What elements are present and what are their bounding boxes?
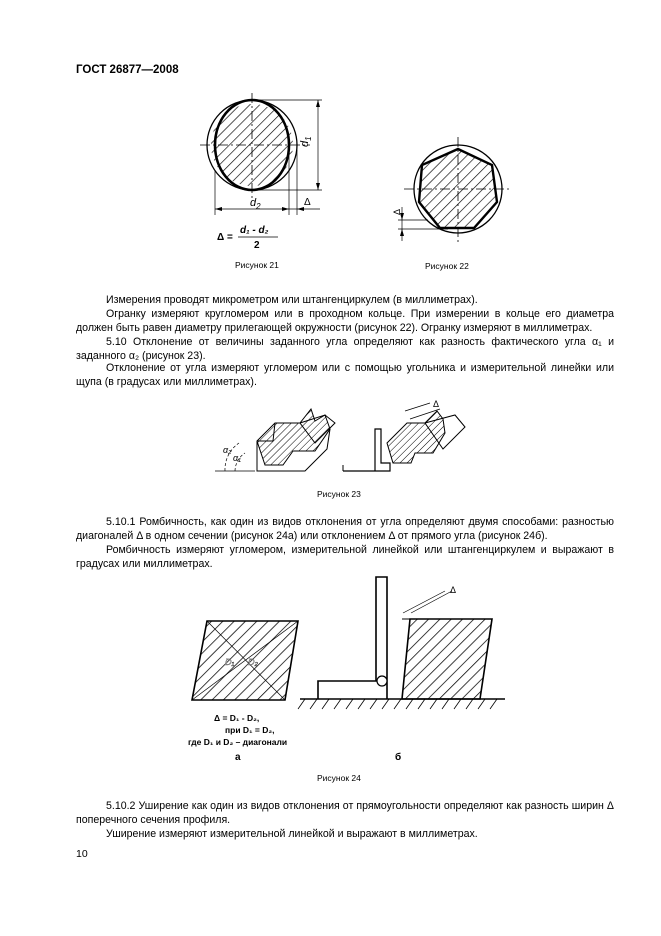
fig24-formula-line3: где D₁ и D₂ – диагонали xyxy=(188,737,288,747)
fig24-formula-line1: Δ = D₁ - D₂, xyxy=(214,713,260,723)
figure-24-caption: Рисунок 24 xyxy=(317,773,361,783)
figure-22 xyxy=(388,135,518,250)
page-number: 10 xyxy=(76,848,88,860)
fig24-sub-a: а xyxy=(235,752,241,763)
paragraph-2: Огранку измеряют кругломером или в проходном кольце. При измерении в кольце его диаметра должен быть равен диаметру прилегающей окружности (рисунок 22). Огранку измеряют в миллиметрах. xyxy=(76,308,614,334)
fig23-a1-label: α₁ xyxy=(233,453,241,463)
fig24-sub-b: б xyxy=(395,752,402,763)
fig21-d1-label: $d_1$ xyxy=(299,136,313,147)
fig21-formula-den: 2 xyxy=(254,240,260,251)
fig21-formula-lhs: Δ = xyxy=(217,232,233,243)
fig24-formula-line2: при D₁ = D₂, xyxy=(225,725,275,735)
figure-22-caption: Рисунок 22 xyxy=(425,261,469,271)
fig21-d2-label: $d_2$ xyxy=(250,197,261,211)
paragraph-7: 5.10.2 Уширение как один из видов отклонения от прямоугольности определяют как разность ширин Δ поперечного сечения профиля. xyxy=(76,800,614,826)
fig24-D2-label: D₂ xyxy=(248,657,258,667)
figure-21-caption: Рисунок 21 xyxy=(235,260,279,270)
fig24-D1-label: D₁ xyxy=(225,657,235,667)
paragraph-1: Измерения проводят микрометром или штангенциркулем (в миллиметрах). xyxy=(106,294,478,306)
figure-23 xyxy=(215,393,475,478)
fig24-delta-label: Δ xyxy=(450,585,457,595)
paragraph-5: 5.10.1 Ромбичность, как один из видов отклонения от угла определяют двумя способами: разностью диагоналей Δ в одном сечении (рисунок 24а) или отклонением Δ от прямого угла (рисунок 24б). xyxy=(76,516,614,542)
paragraph-3: 5.10 Отклонение от величины заданного угла определяют как разность фактического угла α₁ и заданного α₂ (рисунок 23). xyxy=(76,336,614,362)
fig23-delta-label: Δ xyxy=(433,399,440,409)
figure-24 xyxy=(180,573,505,768)
document-header: ГОСТ 26877—2008 xyxy=(76,64,179,76)
fig21-formula-num: d₁ - d₂ xyxy=(240,225,269,236)
paragraph-8: Уширение измеряют измерительной линейкой и выражают в миллиметрах. xyxy=(106,828,478,840)
figure-23-caption: Рисунок 23 xyxy=(317,489,361,499)
fig21-delta-label: Δ xyxy=(304,197,311,208)
fig23-a2-label: α₂ xyxy=(223,445,232,455)
paragraph-6: Ромбичность измеряют угломером, измерительной линейкой или штангенциркулем и выражают в градусах или миллиметрах. xyxy=(76,544,614,570)
figure-21 xyxy=(180,85,340,255)
paragraph-4: Отклонение от угла измеряют угломером или с помощью угольника и измерительной линейки или щупа (в градусах или миллиметрах). xyxy=(76,362,614,388)
fig22-delta-label: Δ xyxy=(392,208,402,215)
